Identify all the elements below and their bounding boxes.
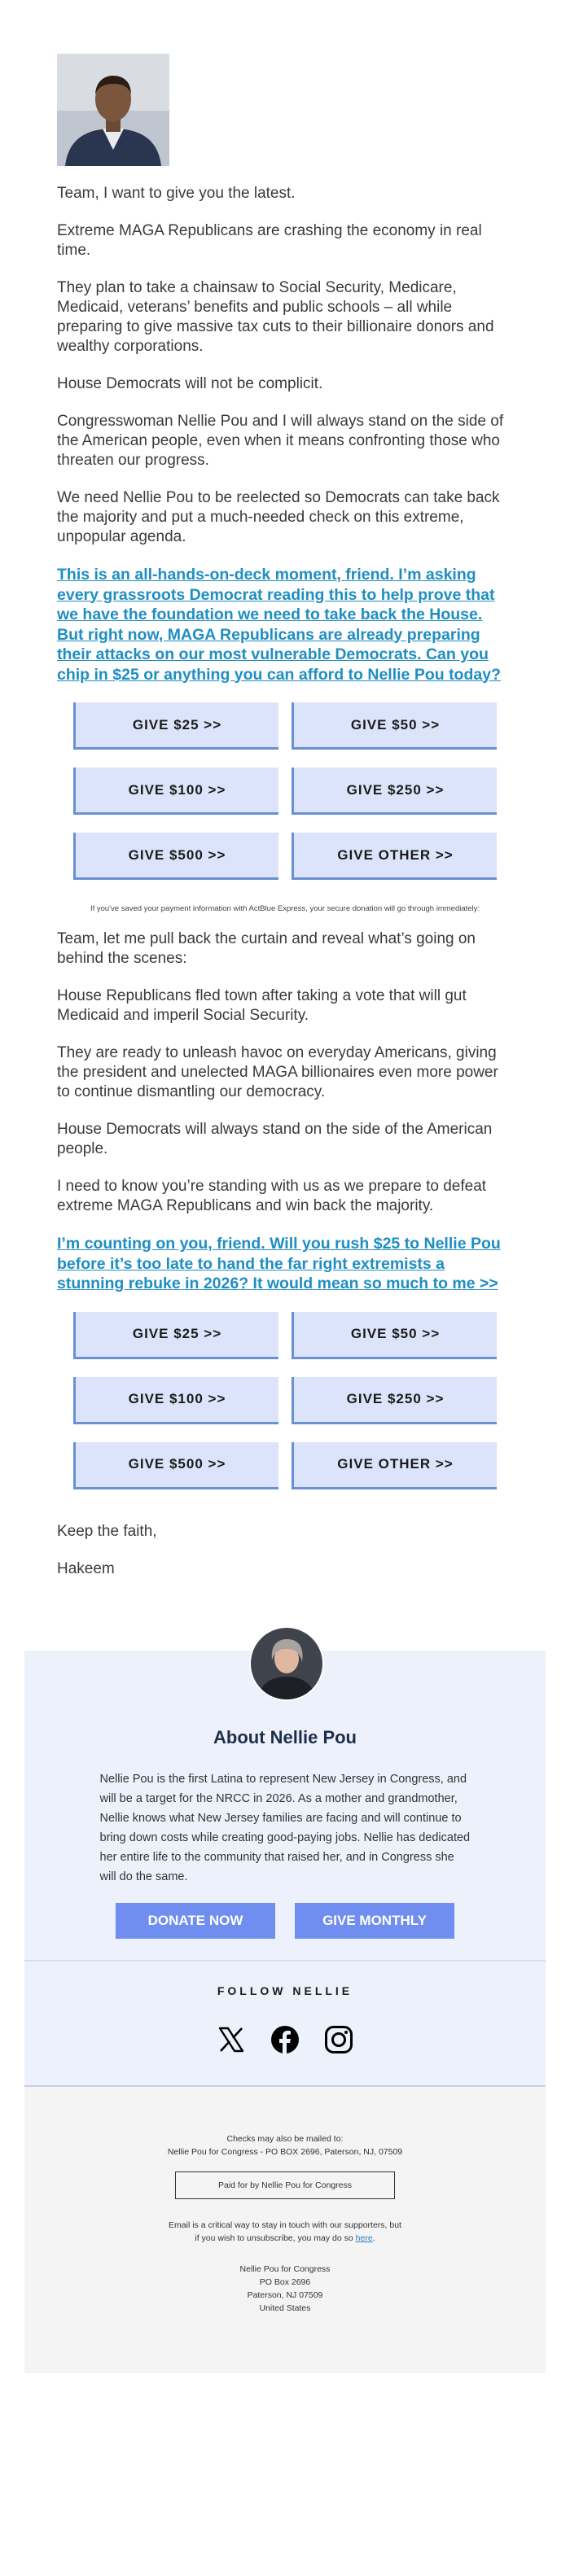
actblue-disclaimer: If you've saved your payment information with ActBlue Express, your secure donation will go through immediately: [90, 904, 480, 913]
give-monthly-button[interactable]: GIVE MONTHLY [295, 1903, 454, 1939]
donation-link[interactable]: I’m counting on you, friend. Will you rush $25 to Nellie Pou before it’s too late to hand the far right extremists a stunning rebuke in 2026? It would mean so much to me >> [57, 1235, 501, 1292]
paragraph: Team, let me pull back the curtain and reveal what’s going on behind the scenes: [57, 930, 476, 967]
legal-section [24, 2087, 546, 2373]
social-links [24, 2025, 546, 2054]
greeting: Team, I want to give you the latest. [57, 185, 296, 202]
avatar [249, 1626, 324, 1701]
checks-mail-line: Checks may also be mailed to: [226, 2133, 344, 2144]
follow-title: FOLLOW NELLIE [217, 1983, 353, 1997]
give-25-button[interactable]: GIVE $25 >> [73, 702, 278, 750]
address-line: Nellie Pou for Congress [239, 2263, 331, 2274]
paragraph: We need Nellie Pou to be reelected so Democrats can take back the majority and put a much-needed check on this extreme, unpopular agenda. [57, 489, 500, 545]
facebook-icon[interactable] [270, 2025, 300, 2054]
signoff: Keep the faith, [57, 1522, 157, 1540]
paid-for-disclaimer: Paid for by Nellie Pou for Congress [175, 2171, 395, 2199]
signature: Hakeem [57, 1559, 115, 1577]
give-500-button[interactable]: GIVE $500 >> [73, 1442, 278, 1489]
give-other-button[interactable]: GIVE OTHER >> [292, 833, 497, 880]
about-section [24, 1651, 546, 1960]
about-text: Nellie Pou is the first Latina to represent New Jersey in Congress, and will be a target for the NRCC in 2026. As a mother and grandmother, Nellie knows what New Jersey families are facing and will continue to bring down costs while creating good-paying jobs. Nellie has dedicated her entire life to the community that raised her, and in Congress she will do the same. [99, 1772, 471, 1883]
paragraph: They are ready to unleash havoc on everyday Americans, giving the president and unelected MAGA billionaires even more power to continue dismantling our democracy. [57, 1044, 498, 1100]
give-250-button[interactable]: GIVE $250 >> [292, 1377, 497, 1424]
give-100-button[interactable]: GIVE $100 >> [73, 768, 278, 815]
unsubscribe-link[interactable]: here [355, 2233, 373, 2243]
follow-section [24, 1960, 546, 2087]
give-button-grid [73, 702, 497, 880]
give-500-button[interactable]: GIVE $500 >> [73, 833, 278, 880]
bottom-spacer [0, 2373, 570, 2422]
paragraph: House Democrats will not be complicit. [57, 375, 323, 392]
give-100-button[interactable]: GIVE $100 >> [73, 1377, 278, 1424]
unsubscribe-text: Email is a critical way to stay in touch with our supporters, but if you wish to unsubscribe, you may do so here. [169, 2220, 401, 2243]
paragraph: House Republicans fled town after taking a vote that will gut Medicaid and imperil Social Security. [57, 987, 467, 1024]
paragraph: I need to know you’re standing with us as we prepare to defeat extreme MAGA Republicans and win back the majority. [57, 1178, 487, 1214]
about-title: About Nellie Pou [213, 1726, 357, 1747]
give-50-button[interactable]: GIVE $50 >> [292, 1312, 497, 1359]
paragraph: They plan to take a chainsaw to Social Security, Medicare, Medicaid, veterans’ benefits and public schools – all while preparing to give massive tax cuts to their billionaire donors and wealthy corporations. [57, 279, 494, 355]
donate-now-button[interactable]: DONATE NOW [116, 1903, 275, 1939]
paragraph: Congresswoman Nellie Pou and I will always stand on the side of the American people, even when it means confronting those who threaten our progress. [57, 413, 504, 469]
address-line: Paterson, NJ 07509 [247, 2290, 323, 2300]
donation-link[interactable]: This is an all-hands-on-deck moment, friend. I’m asking every grassroots Democrat reading this to help prove that we have the foundation we need to take back the House. But right now, MAGA Republicans are already preparing their attacks on our most vulnerable Democrats. Can you chip in $25 or anything you can afford to Nellie Pou today? [57, 566, 501, 684]
about-buttons [24, 1903, 546, 1939]
address-line: United States [259, 2303, 311, 2313]
instagram-icon[interactable] [324, 2025, 353, 2054]
unsubscribe-copy: Email is a critical way to stay in touch with our supporters, but if you wish to unsubscribe, you may do so [169, 2220, 401, 2243]
paragraph: House Democrats will always stand on the side of the American people. [57, 1121, 493, 1157]
give-250-button[interactable]: GIVE $250 >> [292, 768, 497, 815]
sender-photo [57, 54, 169, 166]
mailing-address [24, 2263, 546, 2315]
give-other-button[interactable]: GIVE OTHER >> [292, 1442, 497, 1489]
give-button-grid [73, 1312, 497, 1489]
x-icon[interactable] [217, 2025, 246, 2054]
paragraph: Extreme MAGA Republicans are crashing the economy in real time. [57, 222, 482, 259]
footer [24, 1651, 546, 2373]
give-25-button[interactable]: GIVE $25 >> [73, 1312, 278, 1359]
give-50-button[interactable]: GIVE $50 >> [292, 702, 497, 750]
checks-address: Nellie Pou for Congress - PO BOX 2696, Paterson, NJ, 07509 [167, 2146, 403, 2157]
address-line: PO Box 2696 [259, 2276, 311, 2287]
